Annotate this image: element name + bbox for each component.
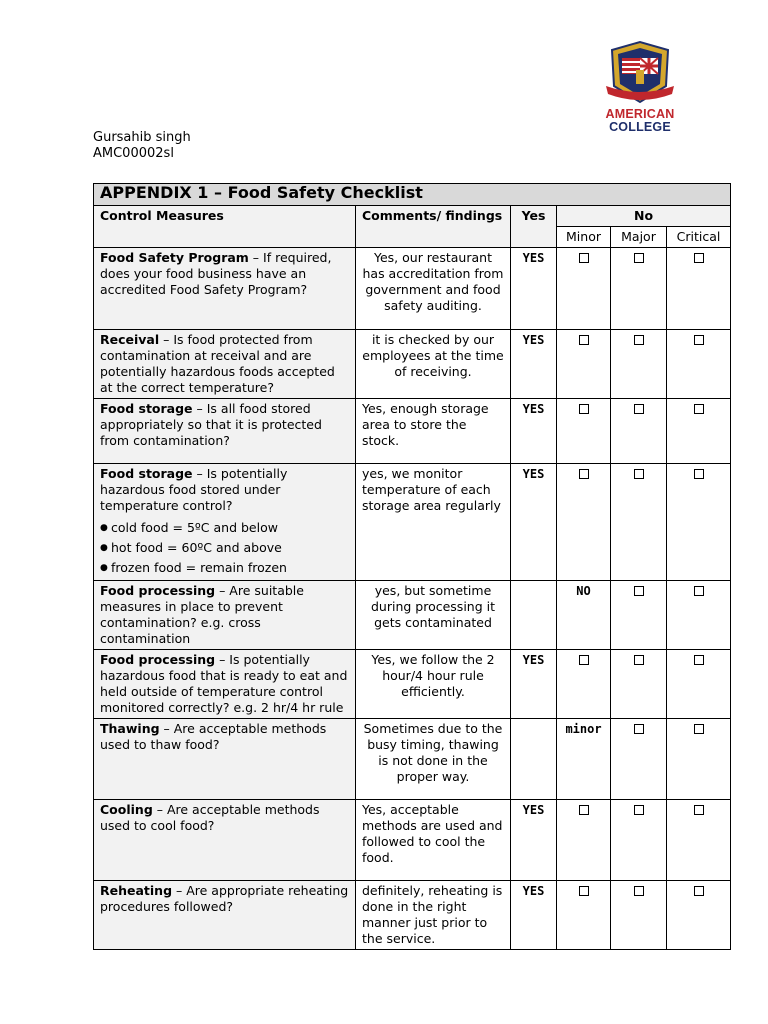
table-row — [94, 800, 731, 881]
checkbox[interactable] — [579, 886, 589, 896]
logo-text-american: AMERICAN — [605, 107, 675, 121]
major-checkbox-cell — [611, 650, 667, 719]
minor-checkbox-cell — [557, 248, 611, 330]
checkbox[interactable] — [634, 253, 644, 263]
checkbox[interactable] — [694, 586, 704, 596]
comment-cell: definitely, reheating is done in the right manner just prior to the service. — [356, 881, 511, 950]
header-yes: Yes — [511, 206, 557, 248]
measure-question: – Is potentially hazardous food that is ready to eat and held outside of temperature control monitored correctly? e.g. 2 hr/4 hr rule — [100, 652, 348, 715]
control-measure-cell — [94, 881, 356, 950]
control-measure-cell — [94, 248, 356, 330]
minor-checkbox-cell — [557, 330, 611, 399]
critical-checkbox-cell — [667, 248, 731, 330]
control-measure-cell — [94, 581, 356, 650]
college-logo — [600, 40, 680, 136]
table-row — [94, 248, 731, 330]
minor-checkbox-cell — [557, 399, 611, 464]
comment-cell: Yes, our restaurant has accreditation from government and food safety auditing. — [356, 248, 511, 330]
major-checkbox-cell — [611, 248, 667, 330]
header-comments: Comments/ findings — [356, 206, 511, 248]
critical-checkbox-cell — [667, 330, 731, 399]
major-checkbox-cell — [611, 581, 667, 650]
checkbox[interactable] — [579, 655, 589, 665]
table-row — [94, 719, 731, 800]
measure-question: – If required, does your food business have an accredited Food Safety Program? — [100, 250, 332, 297]
measure-question: – Are suitable measures in place to prevent contamination? e.g. cross contamination — [100, 583, 304, 646]
control-measure-cell — [94, 800, 356, 881]
measure-title: Food processing — [100, 652, 216, 667]
measure-title: Food processing — [100, 583, 216, 598]
control-measure-cell — [94, 399, 356, 464]
major-checkbox-cell — [611, 719, 667, 800]
measure-title: Cooling — [100, 802, 153, 817]
comment-cell: Yes, acceptable methods are used and followed to cool the food. — [356, 800, 511, 881]
checkbox[interactable] — [694, 253, 704, 263]
list-item: ● frozen food = remain frozen — [100, 558, 349, 578]
comment-cell: Yes, enough storage area to store the stock. — [356, 399, 511, 464]
comment-cell: yes, but sometime during processing it gets contaminated — [356, 581, 511, 650]
table-row — [94, 464, 731, 581]
author-name: Gursahib singh — [93, 130, 191, 145]
minor-checkbox-cell — [557, 881, 611, 950]
yes-answer: YES — [511, 464, 557, 581]
yes-answer: YES — [511, 800, 557, 881]
yes-answer: YES — [511, 650, 557, 719]
checkbox[interactable] — [634, 335, 644, 345]
measure-question: – Are acceptable methods used to cool food? — [100, 802, 320, 833]
checkbox[interactable] — [634, 469, 644, 479]
header-critical: Critical — [667, 227, 731, 248]
control-measure-cell — [94, 719, 356, 800]
yes-answer: YES — [511, 881, 557, 950]
temperature-list — [100, 518, 349, 578]
table-row — [94, 881, 731, 950]
author-block — [93, 130, 191, 162]
author-id: AMC00002sl — [93, 146, 174, 161]
critical-checkbox-cell — [667, 800, 731, 881]
checkbox[interactable] — [579, 253, 589, 263]
minor-checkbox-cell — [557, 800, 611, 881]
checkbox[interactable] — [694, 724, 704, 734]
table-row — [94, 399, 731, 464]
yes-answer — [511, 719, 557, 800]
logo-text-college: COLLEGE — [609, 120, 671, 134]
control-measure-cell — [94, 464, 356, 581]
comment-cell: Sometimes due to the busy timing, thawing is not done in the proper way. — [356, 719, 511, 800]
minor-answer: NO — [557, 581, 611, 650]
major-checkbox-cell — [611, 800, 667, 881]
checkbox[interactable] — [634, 586, 644, 596]
measure-title: Thawing — [100, 721, 160, 736]
checkbox[interactable] — [579, 469, 589, 479]
table-row — [94, 330, 731, 399]
critical-checkbox-cell — [667, 464, 731, 581]
checkbox[interactable] — [634, 805, 644, 815]
measure-question: – Is potentially hazardous food stored under temperature control? — [100, 466, 288, 513]
checkbox[interactable] — [634, 655, 644, 665]
measure-title: Food Safety Program — [100, 250, 249, 265]
table-row — [94, 581, 731, 650]
header-minor: Minor — [557, 227, 611, 248]
yes-answer — [511, 581, 557, 650]
control-measure-cell — [94, 330, 356, 399]
critical-checkbox-cell — [667, 881, 731, 950]
checkbox[interactable] — [579, 805, 589, 815]
checklist-rows — [94, 248, 731, 950]
comment-cell: Yes, we follow the 2 hour/4 hour rule efficiently. — [356, 650, 511, 719]
checkbox[interactable] — [694, 886, 704, 896]
list-item: ● hot food = 60ºC and above — [100, 538, 349, 558]
checkbox[interactable] — [579, 404, 589, 414]
checkbox[interactable] — [579, 335, 589, 345]
comment-cell: yes, we monitor temperature of each storage area regularly — [356, 464, 511, 581]
header-major: Major — [611, 227, 667, 248]
critical-checkbox-cell — [667, 399, 731, 464]
minor-checkbox-cell — [557, 464, 611, 581]
yes-answer: YES — [511, 330, 557, 399]
checkbox[interactable] — [634, 886, 644, 896]
measure-question: – Are acceptable methods used to thaw food? — [100, 721, 327, 752]
major-checkbox-cell — [611, 464, 667, 581]
checkbox[interactable] — [694, 655, 704, 665]
minor-answer: minor — [557, 719, 611, 800]
checkbox[interactable] — [634, 404, 644, 414]
checkbox[interactable] — [694, 335, 704, 345]
control-measure-cell — [94, 650, 356, 719]
critical-checkbox-cell — [667, 719, 731, 800]
measure-question: – Is all food stored appropriately so that it is protected from contamination? — [100, 401, 322, 448]
checkbox[interactable] — [694, 805, 704, 815]
critical-checkbox-cell — [667, 581, 731, 650]
minor-checkbox-cell — [557, 650, 611, 719]
list-item: ● cold food = 5ºC and below — [100, 518, 349, 538]
header-control-measures: Control Measures — [94, 206, 356, 248]
measure-title: Reheating — [100, 883, 173, 898]
measure-question: – Is food protected from contamination at receival and are potentially hazardous foods accepted at the correct temperature? — [100, 332, 335, 395]
major-checkbox-cell — [611, 881, 667, 950]
major-checkbox-cell — [611, 399, 667, 464]
table-title: APPENDIX 1 – Food Safety Checklist — [94, 184, 731, 206]
header-no: No — [557, 206, 731, 227]
checkbox[interactable] — [694, 469, 704, 479]
yes-answer: YES — [511, 399, 557, 464]
measure-title: Food storage — [100, 401, 193, 416]
checkbox[interactable] — [694, 404, 704, 414]
food-safety-checklist-table — [93, 183, 731, 950]
measure-question: – Are appropriate reheating procedures followed? — [100, 883, 349, 914]
major-checkbox-cell — [611, 330, 667, 399]
checkbox[interactable] — [634, 724, 644, 734]
critical-checkbox-cell — [667, 650, 731, 719]
table-row — [94, 650, 731, 719]
measure-title: Food storage — [100, 466, 193, 481]
measure-title: Receival — [100, 332, 160, 347]
comment-cell: it is checked by our employees at the time of receiving. — [356, 330, 511, 399]
yes-answer: YES — [511, 248, 557, 330]
